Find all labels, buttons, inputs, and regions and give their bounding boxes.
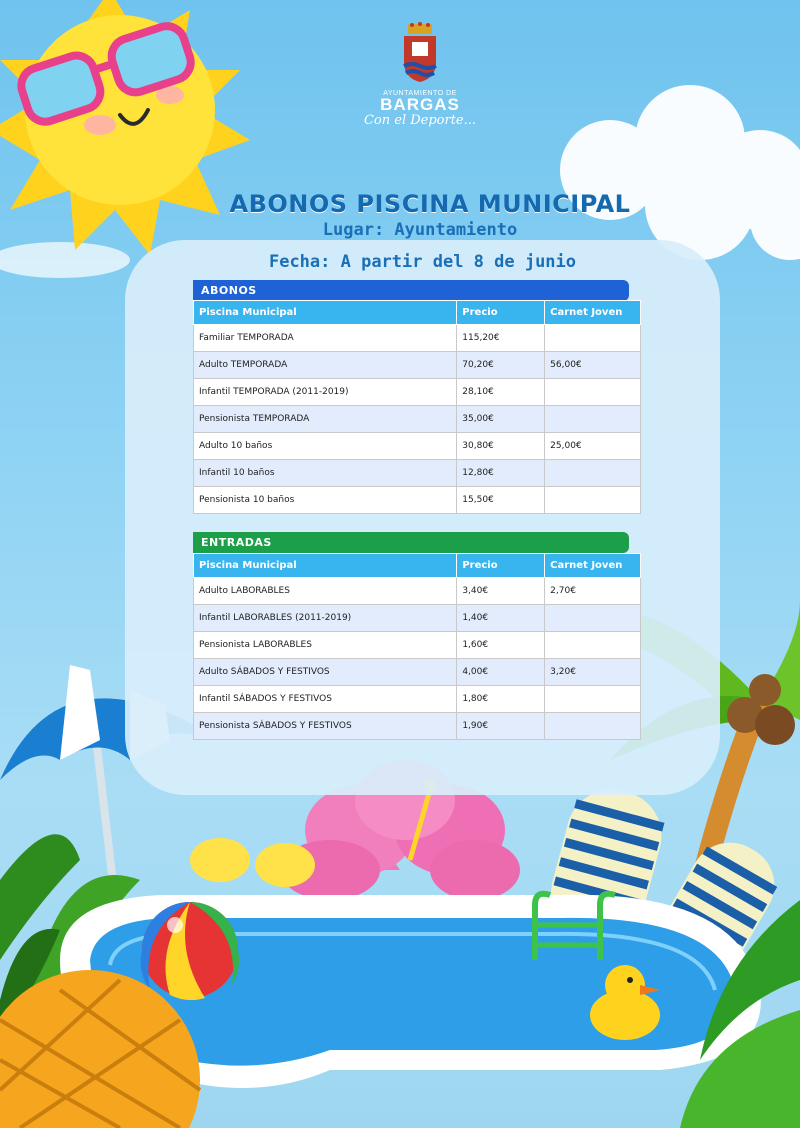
column-header: Carnet Joven [545, 301, 641, 325]
table-cell [545, 713, 641, 740]
table-row [194, 713, 641, 740]
table-cell: 70,20€ [457, 352, 545, 379]
entradas-section-header: ENTRADAS [193, 532, 629, 553]
table-cell: Pensionista LABORABLES [194, 632, 457, 659]
coat-of-arms-icon [400, 22, 440, 84]
table-cell: Infantil 10 baños [194, 460, 457, 487]
abonos-price-table [193, 300, 641, 514]
column-header: Precio [457, 554, 545, 578]
table-row [194, 487, 641, 514]
poster-title: ABONOS PISCINA MUNICIPAL [229, 190, 631, 218]
table-cell: Infantil SÁBADOS Y FESTIVOS [194, 686, 457, 713]
table-cell [545, 605, 641, 632]
table-cell: 115,20€ [457, 325, 545, 352]
table-row [194, 352, 641, 379]
table-cell: Adulto TEMPORADA [194, 352, 457, 379]
abonos-section-header: ABONOS [193, 280, 629, 301]
location-text: Lugar: Ayuntamiento [322, 220, 518, 240]
table-cell: 1,80€ [457, 686, 545, 713]
column-header: Precio [457, 301, 545, 325]
table-row [194, 379, 641, 406]
table-cell: Adulto 10 baños [194, 433, 457, 460]
logo-org-name: BARGAS [380, 95, 460, 114]
table-cell [545, 460, 641, 487]
logo-org-small: AYUNTAMIENTO DE [383, 90, 457, 97]
column-header: Piscina Municipal [194, 301, 457, 325]
municipal-logo [360, 22, 480, 128]
table-cell [545, 379, 641, 406]
table-row [194, 632, 641, 659]
table-header-row [194, 554, 641, 578]
table-cell: Infantil LABORABLES (2011-2019) [194, 605, 457, 632]
table-cell: Adulto SÁBADOS Y FESTIVOS [194, 659, 457, 686]
table-cell [545, 406, 641, 433]
table-cell: Pensionista TEMPORADA [194, 406, 457, 433]
table-row [194, 433, 641, 460]
table-cell: 1,40€ [457, 605, 545, 632]
table-cell: 15,50€ [457, 487, 545, 514]
table-cell: 1,60€ [457, 632, 545, 659]
date-text: Fecha: A partir del 8 de junio [268, 252, 577, 272]
table-cell: 25,00€ [545, 433, 641, 460]
column-header: Piscina Municipal [194, 554, 457, 578]
table-row [194, 659, 641, 686]
table-cell [545, 325, 641, 352]
table-row [194, 605, 641, 632]
table-cell: 3,40€ [457, 578, 545, 605]
table-cell: 1,90€ [457, 713, 545, 740]
table-cell: Pensionista SÁBADOS Y FESTIVOS [194, 713, 457, 740]
table-header-row [194, 301, 641, 325]
table-cell: 12,80€ [457, 460, 545, 487]
table-row [194, 325, 641, 352]
table-cell [545, 487, 641, 514]
table-cell: Adulto LABORABLES [194, 578, 457, 605]
yellow-sandals [190, 838, 315, 887]
table-cell: 56,00€ [545, 352, 641, 379]
table-row [194, 578, 641, 605]
column-header: Carnet Joven [545, 554, 641, 578]
table-cell [545, 686, 641, 713]
table-row [194, 686, 641, 713]
table-cell: 4,00€ [457, 659, 545, 686]
table-cell: 3,20€ [545, 659, 641, 686]
table-row [194, 460, 641, 487]
table-cell [545, 632, 641, 659]
entradas-price-table [193, 553, 641, 740]
table-cell: Infantil TEMPORADA (2011-2019) [194, 379, 457, 406]
table-cell: 30,80€ [457, 433, 545, 460]
table-cell: 28,10€ [457, 379, 545, 406]
table-cell: 2,70€ [545, 578, 641, 605]
table-row [194, 406, 641, 433]
logo-tagline: Con el Deporte... [363, 113, 477, 128]
table-cell: Pensionista 10 baños [194, 487, 457, 514]
table-cell: 35,00€ [457, 406, 545, 433]
table-cell: Familiar TEMPORADA [194, 325, 457, 352]
